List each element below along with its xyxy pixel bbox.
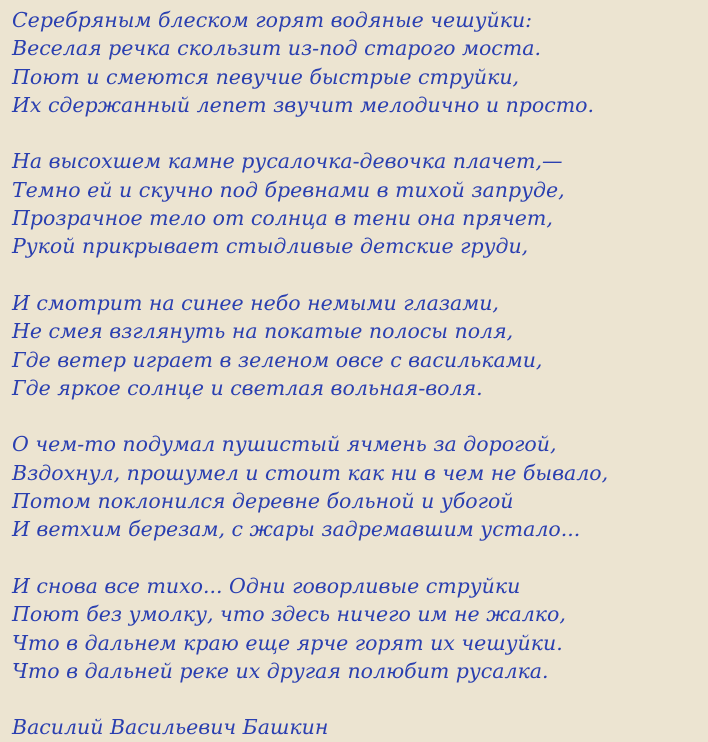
poem-line: На высохшем камне русалочка-девочка плачет,— <box>12 149 563 174</box>
stanza <box>12 147 704 260</box>
poem-line: Поют и смеются певучие быстрые струйки, <box>12 64 520 89</box>
poem-line: Поют без умолку, что здесь ничего им не жалко, <box>12 602 566 627</box>
poem-line: И смотрит на синее небо немыми глазами, <box>12 290 499 315</box>
stanza <box>12 6 704 119</box>
poem-line: Веселая речка скользит из-под старого моста. <box>12 36 541 61</box>
poem-line: Что в дальнем краю еще ярче горят их чешуйки. <box>12 630 563 655</box>
poem-line: Рукой прикрывает стыдливые детские груди, <box>12 234 529 259</box>
poem-text <box>12 6 704 742</box>
poem-line: О чем-то подумал пушистый ячмень за дорогой, <box>12 432 557 457</box>
stanza <box>12 430 704 543</box>
author-name: Василий Васильевич Башкин <box>12 715 329 740</box>
poem-line: Темно ей и скучно под бревнами в тихой запруде, <box>12 177 565 202</box>
poem-line: Потом поклонился деревне больной и убогой <box>12 489 514 514</box>
poem-line: Не смея взглянуть на покатые полосы поля, <box>12 319 514 344</box>
stanza <box>12 572 704 685</box>
stanza <box>12 289 704 402</box>
poem-line: И снова все тихо... Одни говорливые струйки <box>12 573 521 598</box>
poem-line: И ветхим березам, с жары задремавшим устало... <box>12 517 581 542</box>
poem-line: Серебряным блеском горят водяные чешуйки: <box>12 8 533 32</box>
poem-line: Прозрачное тело от солнца в тени она прячет, <box>12 206 553 231</box>
poem-line: Где ветер играет в зеленом овсе с васильками, <box>12 347 543 372</box>
poem-line: Их сдержанный лепет звучит мелодично и просто. <box>12 92 595 117</box>
poem-line: Где яркое солнце и светлая вольная-воля. <box>12 375 483 400</box>
poem-line: Вздохнул, прошумел и стоит как ни в чем не бывало, <box>12 460 609 485</box>
poem-line: Что в дальней реке их другая полюбит русалка. <box>12 658 549 683</box>
